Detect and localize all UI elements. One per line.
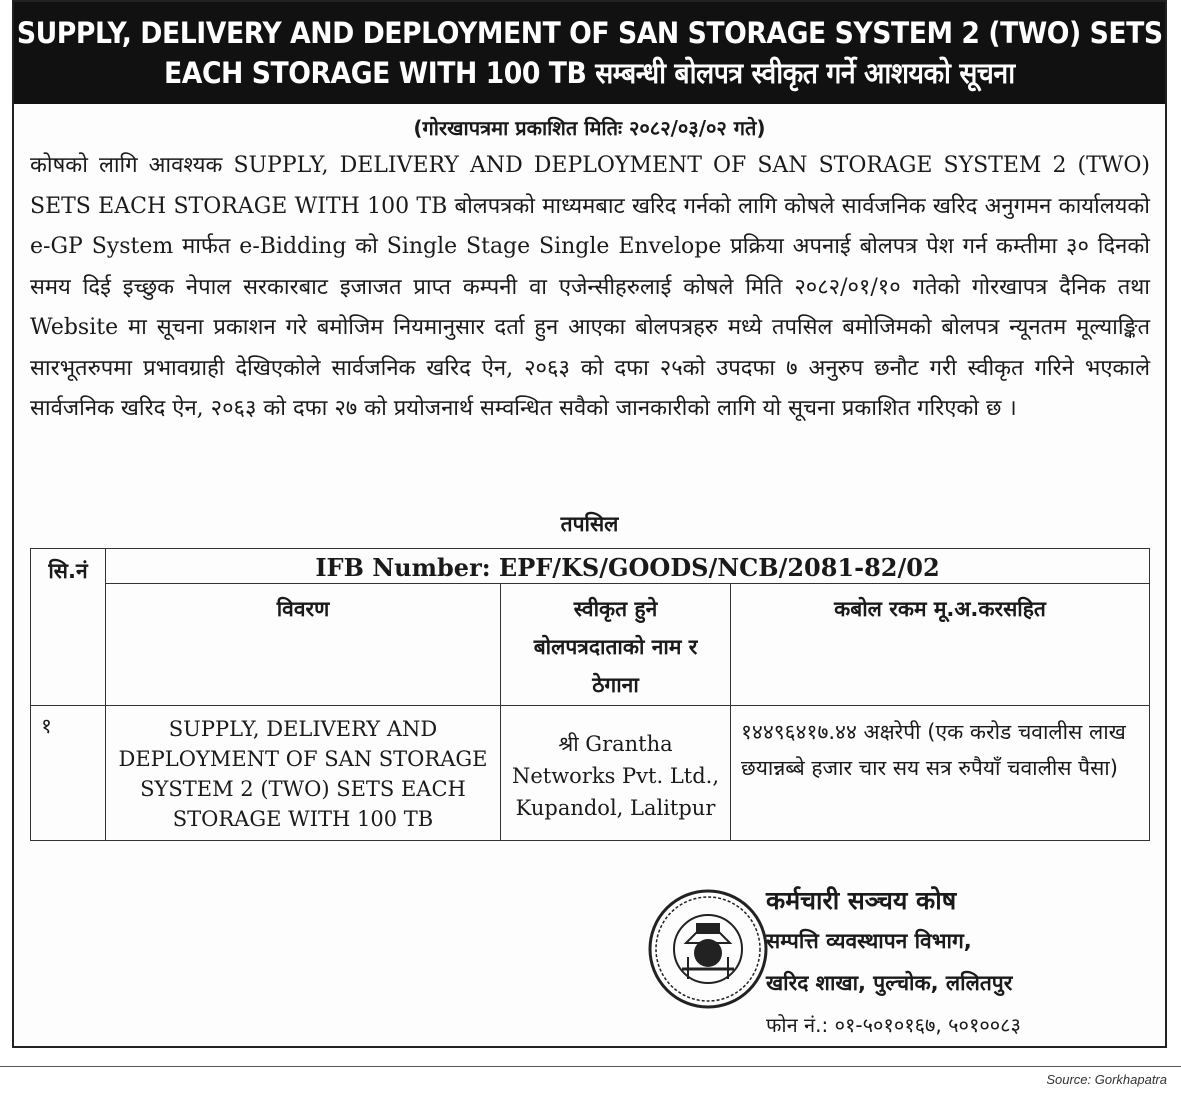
- notice-frame: [12, 0, 1167, 1048]
- source-credit: Source: Gorkhapatra: [1046, 1072, 1167, 1087]
- signature-block: [766, 882, 1021, 1046]
- phone-numbers: फोन नं.: ०१-५०१०१६७, ५०१००८३: [766, 1013, 1021, 1037]
- schedule-title: तपसिल: [560, 512, 619, 536]
- row-bidder: श्री Grantha Networks Pvt. Ltd., Kupandol, Lalitpur: [501, 706, 731, 841]
- row-description: SUPPLY, DELIVERY AND DEPLOYMENT OF SAN STORAGE SYSTEM 2 (TWO) SETS EACH STORAGE WITH 100 TB: [106, 706, 501, 841]
- col-amount-header: कबोल रकम मू.अ.करसहित: [731, 584, 1150, 706]
- table-row: [31, 706, 1150, 841]
- header-line-2: EACH STORAGE WITH 100 TB सम्बन्धी बोलपत्र स्वीकृत गर्ने आशयको सूचना: [164, 56, 1015, 90]
- row-amount: १४४९६४१७.४४ अक्षरेपी (एक करोड चवालीस लाख छयान्नब्बे हजार चार सय सत्र रुपैयाँ चवालीस पैसा): [731, 706, 1150, 841]
- notice-header: [14, 2, 1165, 104]
- organization-seal-icon: [646, 887, 770, 1011]
- award-table: [30, 548, 1150, 841]
- header-line-1: SUPPLY, DELIVERY AND DEPLOYMENT OF SAN STORAGE SYSTEM 2 (TWO) SETS: [16, 16, 1163, 50]
- notice-body: कोषको लागि आवश्यक SUPPLY, DELIVERY AND DEPLOYMENT OF SAN STORAGE SYSTEM 2 (TWO) SETS EACH STORAGE WITH 100 TB बोलपत्रको माध्यमबाट खरिद गर्नको लागि कोषले सार्वजनिक खरिद अनुगमन कार्यालयको e-GP System मार्फत e-Bidding को Single Stage Single Envelope प्रक्रिया अपनाई बोलपत्र पेश गर्न कम्तीमा ३० दिनको समय दिई इच्छुक नेपाल सरकारबाट इजाजत प्राप्त कम्पनी वा एजेन्सीहरुलाई कोषले मिति २०८२/०१/१० गतेको गोरखापत्र दैनिक तथा Website मा सूचना प्रकाशन गरे बमोजिम नियमानुसार दर्ता हुन आएका बोलपत्रहरु मध्ये तपसिल बमोजिमको बोलपत्र न्यूनतम मूल्याङ्कित सारभूतरुपमा प्रभावग्राही देखिएकोले सार्वजनिक खरिद ऐन, २०६३ को दफा २५को उपदफा ७ अनुरुप छनौट गरी स्वीकृत गरिने भएकाले सार्वजनिक खरिद ऐन, २०६३ को दफा २७ को प्रयोजनार्थ सम्वन्धित सवैको जानकारीको लागि यो सूचना प्रकाशित गरिएको छ ।: [30, 153, 1150, 421]
- department-name: सम्पत्ति व्यवस्थापन विभाग,: [766, 929, 972, 953]
- col-description-header: विवरण: [106, 584, 501, 706]
- row-sn: १: [31, 706, 106, 841]
- sn-header: सि.नं: [31, 549, 106, 706]
- publication-date: (गोरखापत्रमा प्रकाशित मितिः २०८२/०३/०२ गते): [413, 116, 766, 140]
- ifb-number: IFB Number: EPF/KS/GOODS/NCB/2081-82/02: [106, 549, 1150, 584]
- organization-name: कर्मचारी सञ्चय कोष: [766, 886, 957, 915]
- col-bidder-header: स्वीकृत हुने बोलपत्रदाताको नाम र ठेगाना: [501, 584, 731, 706]
- footer-rule: [0, 1066, 1181, 1067]
- branch-address: खरिद शाखा, पुल्चोक, ललितपुर: [766, 971, 1013, 995]
